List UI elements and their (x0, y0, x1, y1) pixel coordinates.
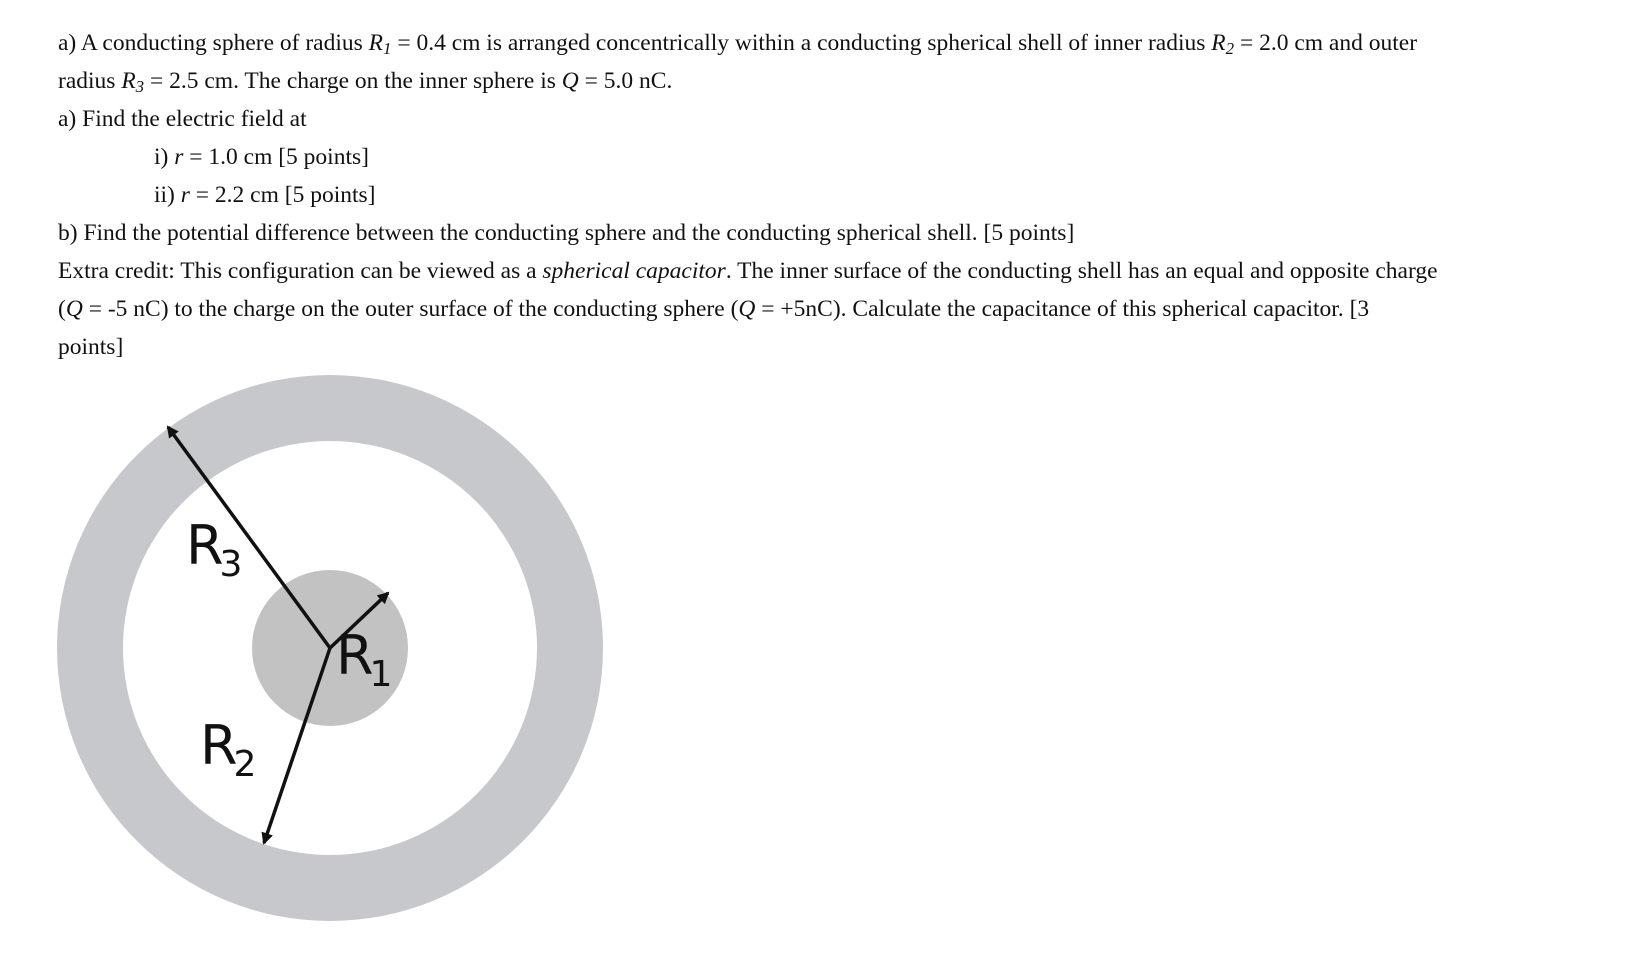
intro-text-5: = 2.5 cm. The charge on the inner sphere is (144, 68, 562, 94)
extra-credit-emphasis: spherical capacitor (542, 258, 726, 284)
r1-label: R1 (336, 624, 393, 695)
intro-text-4: radius (58, 68, 122, 94)
intro-text-6: = 5.0 nC. (578, 68, 673, 94)
concentric-spheres-figure (50, 368, 610, 928)
q-symbol: Q (561, 68, 579, 94)
extra-credit-text-4: = -5 nC) to the charge on the outer surface of the conducting sphere ( (82, 296, 739, 322)
r1-symbol: R (368, 30, 383, 56)
extra-credit-line-1 (58, 252, 1618, 290)
r3-symbol: R (121, 68, 136, 94)
item-2-text: = 2.2 cm [5 points] (189, 182, 376, 208)
extra-credit-line-3: points] (58, 334, 124, 360)
r1-subscript: 1 (383, 39, 392, 59)
item-1-variable: r (174, 144, 184, 170)
extra-credit-line-2 (58, 290, 1618, 328)
item-2-variable: r (180, 182, 190, 208)
r2-label: R2 (200, 714, 257, 785)
extra-credit-text-1: Extra credit: This configuration can be viewed as a (58, 258, 543, 284)
intro-line-1 (58, 24, 1618, 62)
r3-subscript: 3 (135, 77, 145, 97)
r3-label: R3 (186, 514, 243, 585)
part-a-item-2 (58, 176, 1618, 214)
intro-text-3: = 2.0 cm and outer (1234, 30, 1418, 56)
part-b-text: b) Find the potential difference between the conducting sphere and the conducting spherical shell. [5 points] (58, 220, 1075, 246)
intro-line-2 (58, 62, 1618, 100)
part-a-item-1 (58, 138, 1618, 176)
extra-credit-text-2: . The inner surface of the conducting shell has an equal and opposite charge (725, 258, 1438, 284)
extra-credit-text-3: ( (58, 296, 66, 322)
part-a-heading: a) Find the electric field at (58, 106, 307, 132)
extra-credit-text-5: = +5nC). Calculate the capacitance of this spherical capacitor. [3 (755, 296, 1370, 322)
item-2-prefix: ii) (154, 182, 181, 208)
item-1-text: = 1.0 cm [5 points] (183, 144, 369, 170)
r2-symbol: R (1211, 30, 1226, 56)
item-1-prefix: i) (154, 144, 175, 170)
intro-text-1: a) A conducting sphere of radius (58, 30, 369, 56)
r2-subscript: 2 (1225, 39, 1235, 59)
q1-symbol: Q (65, 296, 83, 322)
intro-text-2: = 0.4 cm is arranged concentrically within a conducting spherical shell of inner radius (391, 30, 1212, 56)
figure-svg (50, 368, 610, 928)
q2-symbol: Q (738, 296, 756, 322)
problem-text (58, 24, 1618, 366)
